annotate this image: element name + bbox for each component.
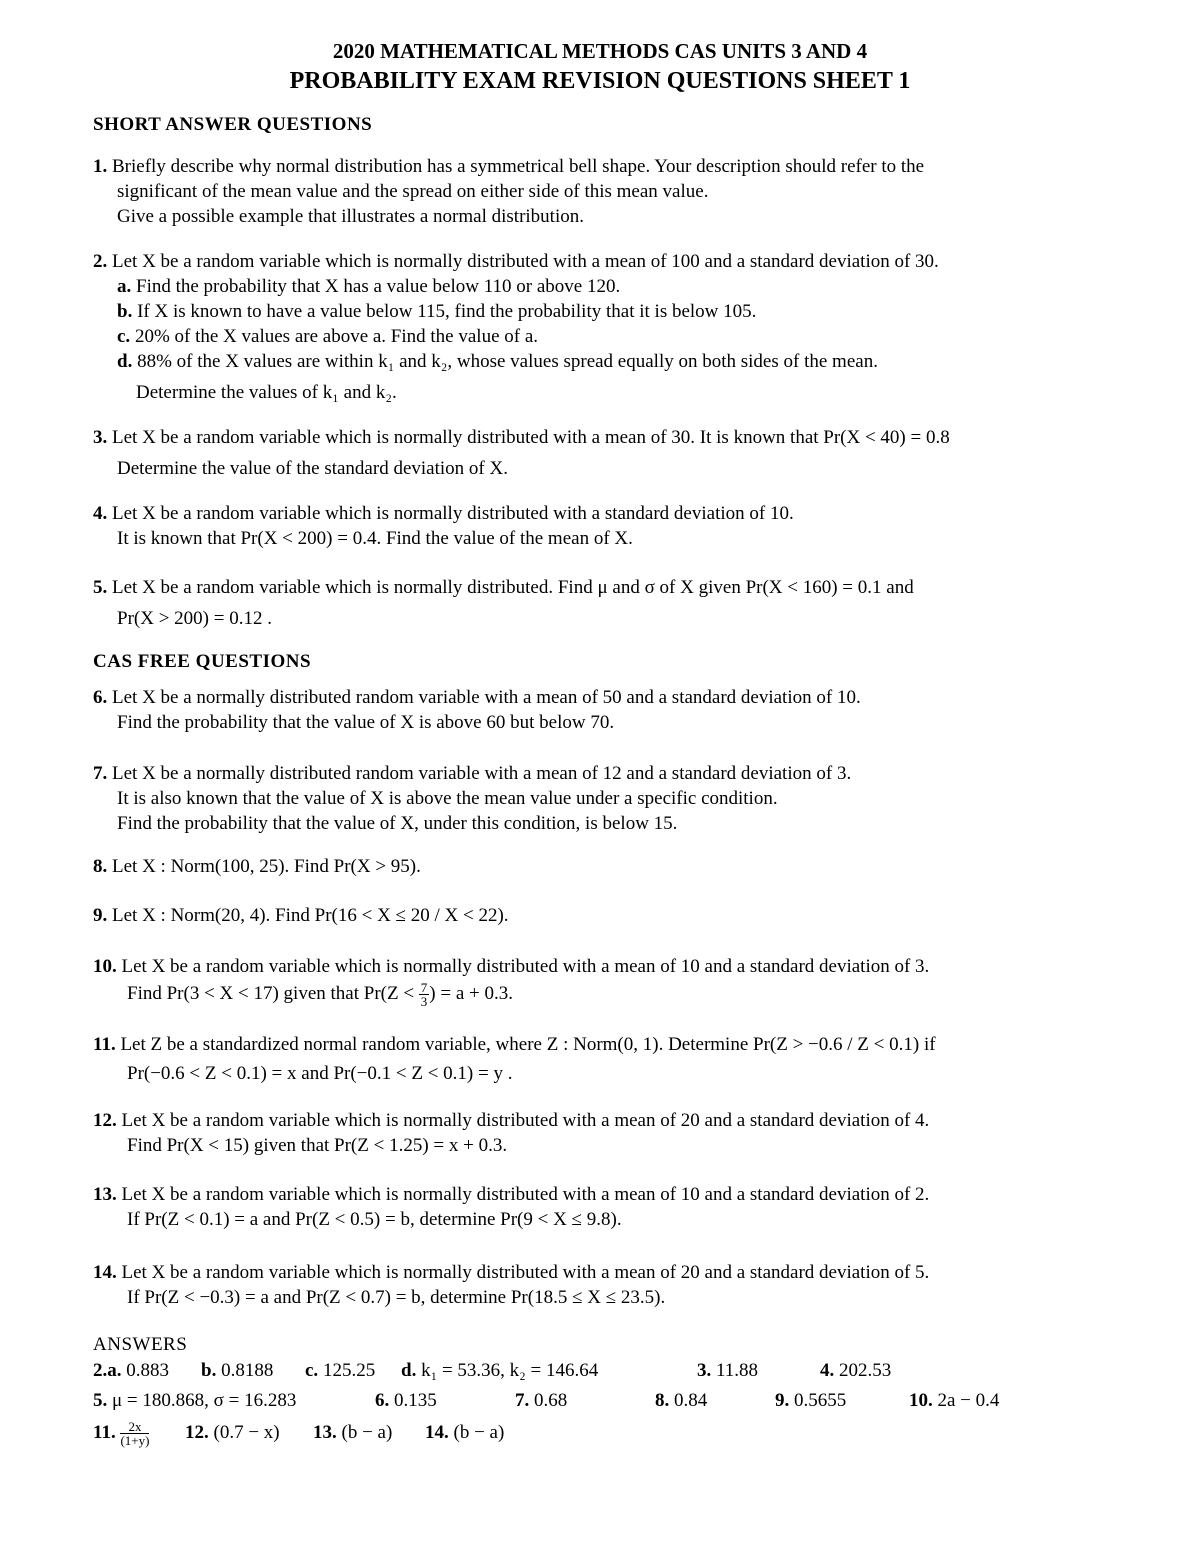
- fraction: [419, 981, 430, 1008]
- answer-label: c.: [305, 1360, 319, 1382]
- answer-value: 0.8188: [221, 1360, 274, 1382]
- answer-value: 202.53: [839, 1360, 892, 1382]
- fraction-denominator: 3: [420, 994, 428, 1010]
- answer-label: 3.: [697, 1360, 712, 1382]
- question-number: 1.: [93, 156, 108, 177]
- part-text: Find the probability that X has a value below 110 or above 120.: [136, 276, 621, 297]
- answer-label: 4.: [820, 1360, 835, 1382]
- part-text: 20% of the X values are above a. Find the value of a.: [134, 326, 539, 347]
- question-text: Find the probability that the value of X is above 60 but below 70.: [117, 712, 615, 733]
- question-text: Find the probability that the value of X, under this condition, is below 15.: [117, 813, 678, 834]
- question-number: 12.: [93, 1110, 117, 1132]
- fraction-numerator: 7: [420, 980, 428, 996]
- question-1: [93, 154, 1133, 229]
- section-short-answer: SHORT ANSWER QUESTIONS: [93, 114, 373, 135]
- question-4: [93, 501, 1133, 551]
- answer-value: 0.5655: [794, 1390, 847, 1412]
- part-text: If X is known to have a value below 115, find the probability that it is below 105.: [137, 301, 757, 322]
- answer-value: 11.88: [716, 1360, 759, 1382]
- question-text: Let X be a random variable which is normally distributed. Find μ and σ of X given Pr(X < 160) = 0.1 and: [112, 577, 914, 598]
- answer-label: 5.: [93, 1390, 108, 1412]
- question-text: Let X be a random variable which is normally distributed with a mean of 20 and a standard deviation of 5.: [121, 1262, 930, 1284]
- fraction-numerator: 2x: [120, 1420, 149, 1434]
- answer-label: 13.: [313, 1422, 337, 1444]
- answer-label: 9.: [775, 1390, 790, 1412]
- question-text: Let X be a random variable which is normally distributed with a mean of 20 and a standard deviation of 4.: [121, 1110, 930, 1132]
- question-text: Let X be a random variable which is normally distributed with a mean of 10 and a standard deviation of 3.: [121, 956, 930, 977]
- answer-value: k₁ = 53.36, k₂ = 146.64: [421, 1360, 599, 1382]
- question-text: Pr(−0.6 < Z < 0.1) = x and Pr(−0.1 < Z < 0.1) = y .: [127, 1063, 513, 1085]
- question-number: 10.: [93, 956, 117, 977]
- question-text: Let X be a normally distributed random variable with a mean of 50 and a standard deviation of 10.: [112, 687, 861, 708]
- part-label: c.: [117, 326, 131, 347]
- question-text: significant of the mean value and the spread on either side of this mean value.: [117, 181, 709, 202]
- answers-heading: ANSWERS: [93, 1334, 188, 1356]
- question-11: [93, 1032, 1133, 1086]
- part-label: b.: [117, 301, 133, 322]
- part-text: Determine the values of k₁ and k₂.: [136, 382, 397, 403]
- answer-label: d.: [401, 1360, 417, 1382]
- question-text: It is known that Pr(X < 200) = 0.4. Find the value of the mean of X.: [117, 528, 633, 549]
- question-text: Let X be a random variable which is normally distributed with a standard deviation of 10.: [112, 503, 794, 524]
- question-13: [93, 1182, 1133, 1232]
- answer-label: 10.: [909, 1390, 933, 1412]
- part-label: a.: [117, 276, 132, 297]
- answers-row-3: [93, 1418, 1133, 1448]
- answer-value: 0.68: [534, 1390, 568, 1412]
- question-number: 13.: [93, 1184, 117, 1206]
- question-text: Briefly describe why normal distribution has a symmetrical bell shape. Your description should refer to the: [112, 156, 925, 177]
- question-7: [93, 761, 1133, 836]
- answer-value: (b − a): [341, 1422, 393, 1444]
- answer-value: 2a − 0.4: [937, 1390, 1000, 1412]
- question-number: 8.: [93, 856, 108, 877]
- answer-value: 0.135: [394, 1390, 437, 1412]
- fraction-denominator: (1+y): [120, 1433, 150, 1449]
- worksheet-page: [93, 38, 1133, 1448]
- question-text: Let X be a random variable which is normally distributed with a mean of 10 and a standard deviation of 2.: [121, 1184, 930, 1206]
- answer-label: b.: [201, 1360, 217, 1382]
- sheet-subtitle: PROBABILITY EXAM REVISION QUESTIONS SHEET 1: [289, 68, 911, 94]
- answer-label: 11.: [93, 1422, 116, 1444]
- question-text: If Pr(Z < −0.3) = a and Pr(Z < 0.7) = b, determine Pr(18.5 ≤ X ≤ 23.5).: [127, 1287, 666, 1309]
- question-number: 14.: [93, 1262, 117, 1284]
- answer-label: 12.: [185, 1422, 209, 1444]
- section-cas-free: CAS FREE QUESTIONS: [93, 651, 312, 672]
- question-text: Find Pr(3 < X < 17) given that Pr(Z <: [127, 983, 415, 1004]
- question-number: 5.: [93, 577, 108, 598]
- answer-value: 0.84: [674, 1390, 708, 1412]
- question-6: [93, 685, 1133, 735]
- question-5: [93, 575, 1133, 631]
- question-text: If Pr(Z < 0.1) = a and Pr(Z < 0.5) = b, determine Pr(9 < X ≤ 9.8).: [127, 1209, 622, 1231]
- question-text: Give a possible example that illustrates a normal distribution.: [117, 206, 584, 227]
- answer-label: 7.: [515, 1390, 530, 1412]
- question-10: [93, 954, 1133, 1008]
- answer-value: 0.883: [126, 1360, 169, 1382]
- question-number: 9.: [93, 905, 108, 926]
- question-number: 3.: [93, 427, 108, 448]
- question-number: 11.: [93, 1034, 116, 1056]
- question-number: 2.: [93, 251, 108, 272]
- answer-label: 6.: [375, 1390, 390, 1412]
- question-3: [93, 425, 1133, 481]
- question-8: [93, 854, 1133, 879]
- answers-row-2: [93, 1386, 1133, 1416]
- answer-value: (0.7 − x): [213, 1422, 280, 1444]
- answer-value: 125.25: [322, 1360, 376, 1382]
- question-text: Let X be a random variable which is normally distributed with a mean of 30. It is known that Pr(X < 40) = 0.8: [112, 427, 950, 448]
- question-text: Let X : Norm(20, 4). Find Pr(16 < X ≤ 20 / X < 22).: [112, 905, 509, 926]
- part-label: d.: [117, 351, 133, 372]
- question-text: Let X be a normally distributed random variable with a mean of 12 and a standard deviation of 3.: [112, 763, 852, 784]
- fraction: [120, 1420, 149, 1447]
- question-text: It is also known that the value of X is above the mean value under a specific condition.: [117, 788, 778, 809]
- question-number: 4.: [93, 503, 108, 524]
- sheet-title: 2020 MATHEMATICAL METHODS CAS UNITS 3 AND 4: [332, 39, 868, 63]
- question-text: Determine the value of the standard deviation of X.: [117, 458, 508, 479]
- question-number: 7.: [93, 763, 108, 784]
- part-text: 88% of the X values are within k₁ and k₂, whose values spread equally on both sides of the mean.: [137, 351, 878, 372]
- question-12: [93, 1108, 1133, 1158]
- question-text: ) = a + 0.3.: [429, 983, 513, 1004]
- question-text: Pr(X > 200) = 0.12 .: [117, 608, 272, 629]
- answer-label: 14.: [425, 1422, 449, 1444]
- answer-label: 2.a.: [93, 1360, 122, 1382]
- question-2: [93, 249, 1133, 405]
- answer-label: 8.: [655, 1390, 670, 1412]
- question-text: Let X be a random variable which is normally distributed with a mean of 100 and a standard deviation of 30.: [112, 251, 939, 272]
- question-text: Let Z be a standardized normal random variable, where Z : Norm(0, 1). Determine Pr(Z > −0.6 / Z < 0.1) if: [120, 1034, 936, 1056]
- question-9: [93, 903, 1133, 928]
- question-text: Find Pr(X < 15) given that Pr(Z < 1.25) = x + 0.3.: [127, 1135, 508, 1157]
- answer-value: μ = 180.868, σ = 16.283: [112, 1390, 297, 1412]
- answer-value: (b − a): [453, 1422, 505, 1444]
- question-14: [93, 1260, 1133, 1310]
- question-text: Let X : Norm(100, 25). Find Pr(X > 95).: [112, 856, 421, 877]
- answers-row-1: [93, 1356, 1133, 1386]
- question-number: 6.: [93, 687, 108, 708]
